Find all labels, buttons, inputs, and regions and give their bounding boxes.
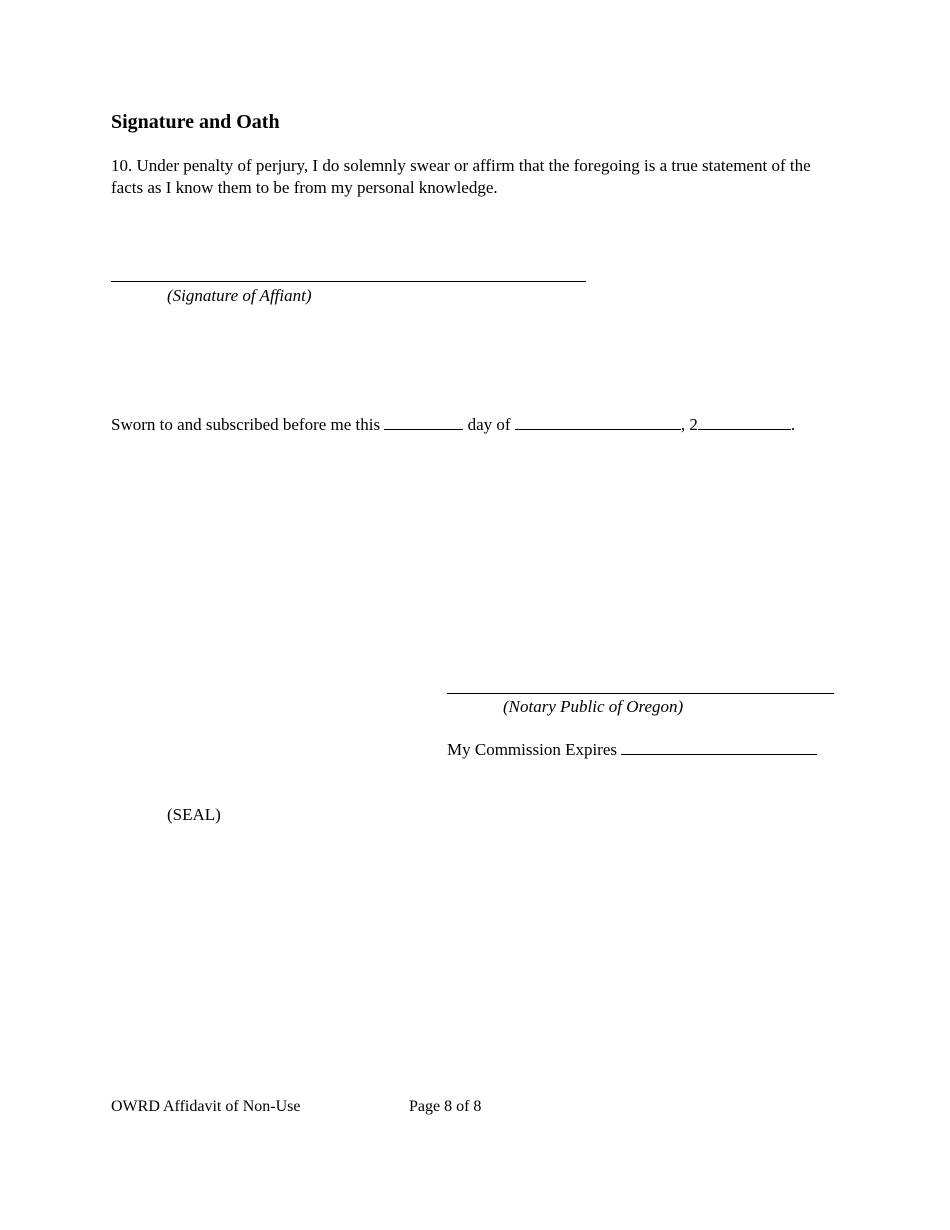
year-blank[interactable]	[698, 414, 791, 430]
sworn-period: .	[790, 415, 796, 434]
commission-blank[interactable]	[621, 739, 817, 755]
commission-label: My Commission Expires	[447, 740, 618, 759]
notary-signature-line[interactable]	[447, 693, 834, 694]
commission-expires	[447, 739, 817, 761]
oath-paragraph: 10. Under penalty of perjury, I do solemnly swear or affirm that the foregoing is a true statement of the facts as I know them to be from my personal knowledge.	[111, 156, 811, 197]
section-title: Signature and Oath	[111, 111, 280, 133]
month-blank[interactable]	[515, 414, 681, 430]
affiant-signature-caption: (Signature of Affiant)	[167, 286, 312, 305]
notary-signature-caption: (Notary Public of Oregon)	[503, 697, 684, 716]
day-blank[interactable]	[384, 414, 463, 430]
affiant-signature-line[interactable]	[111, 281, 586, 282]
sworn-prefix: Sworn to and subscribed before me this	[111, 415, 381, 434]
seal-placeholder: (SEAL)	[167, 805, 221, 824]
footer-form-name: OWRD Affidavit of Non-Use	[111, 1098, 301, 1115]
footer-page-number: Page 8 of 8	[409, 1098, 482, 1115]
sworn-year-prefix: , 2	[680, 415, 698, 434]
sworn-statement	[111, 414, 841, 436]
sworn-day-of: day of	[467, 415, 511, 434]
